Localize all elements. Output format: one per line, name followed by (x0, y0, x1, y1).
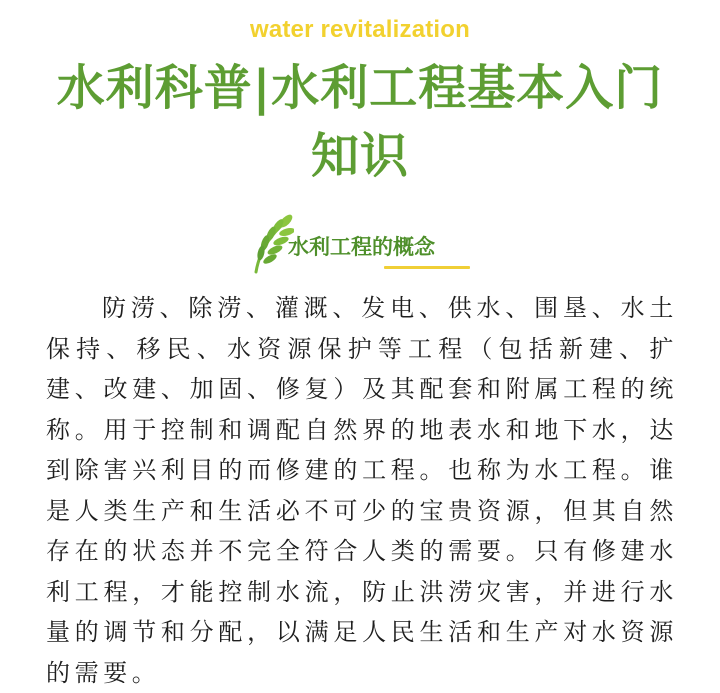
wheat-icon (246, 212, 294, 274)
article-title: 水利科普|水利工程基本入门知识 (56, 60, 664, 184)
article-paragraph: 防涝、除涝、灌溉、发电、供水、围垦、水土保持、移民、水资源保护等工程（包括新建、扩建、改建、加固、修复）及其配套和附属工程的统称。用于控制和调配自然界的地表水和地下水，达到除害兴利目的而修建的工程。也称为水工程。谁是人类生产和生活必不可少的宝贵资源，但其自然存在的状态并不完全符合人类的需要。只有修建水利工程，才能控制水流，防止洪涝灾害，并进行水量的调节和分配，以满足人民生活和生产对水资源的需要。 (46, 294, 678, 687)
english-subtitle: water revitalization (249, 16, 471, 43)
section-header (0, 208, 720, 278)
section-title-underline (384, 266, 470, 269)
section-title: 水利工程的概念 (288, 235, 435, 259)
